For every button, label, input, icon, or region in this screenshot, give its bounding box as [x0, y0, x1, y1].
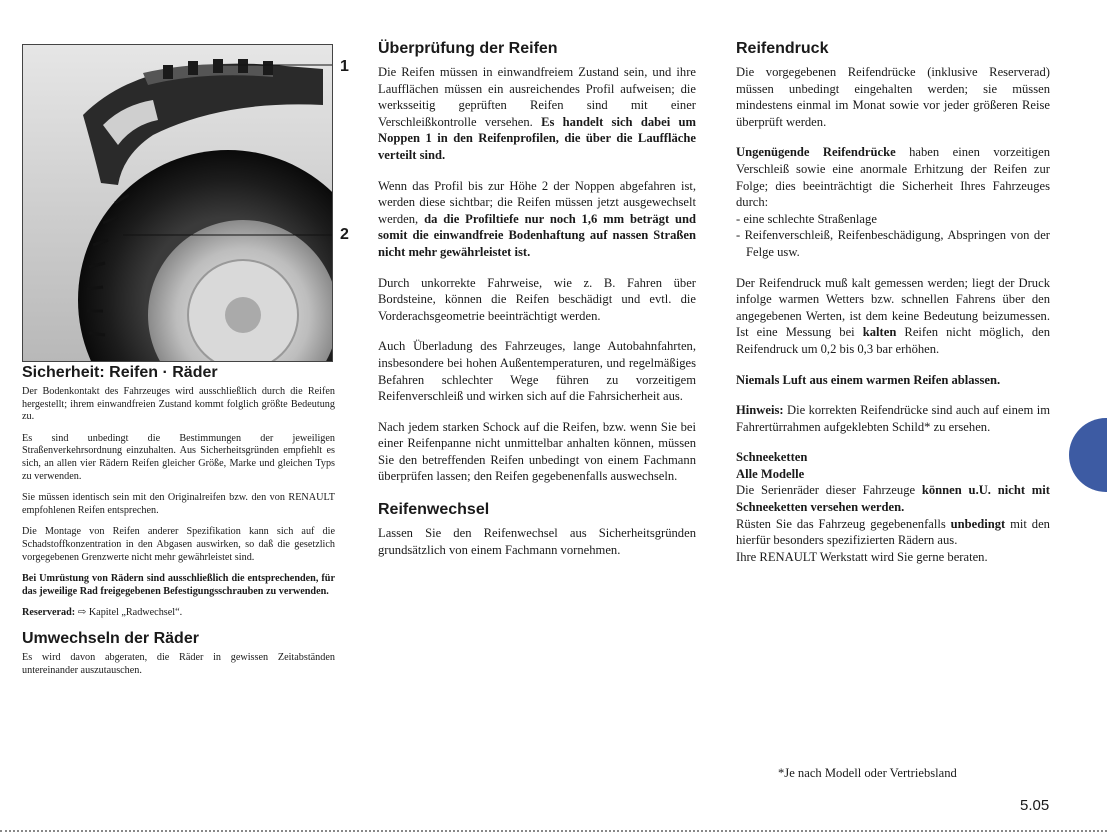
- para-regulations: Es sind unbedingt die Bestimmungen der jeweiligen Straßenverkehrsordnung einzuhalten. Aus Sicherheitsgründen empfiehlt es sich, an allen vier Rädern Reifen gleicher Größe, Marke und gleichen Typs zu verwenden.: [22, 432, 335, 482]
- all-models-title: Alle Modelle: [736, 466, 805, 481]
- callout-2: 2: [340, 226, 349, 243]
- footnote: *Je nach Modell oder Vertriebsland: [778, 766, 957, 780]
- page-number: 5.05: [1020, 797, 1050, 814]
- cold-bold: kalten: [862, 325, 897, 340]
- equip-wheels-bold: unbedingt: [950, 516, 1006, 531]
- para-wear-indicator: [378, 178, 696, 261]
- para-tire-change: Lassen Sie den Reifenwechsel aus Sicherheitsgründen grundsätzlich von einem Fachmann vornehmen.: [378, 526, 696, 557]
- para-workshop: Ihre RENAULT Werkstatt wird Sie gerne beraten.: [736, 549, 988, 564]
- para-series-wheels: [736, 482, 1050, 515]
- list-item: - Reifenverschleiß, Reifenbeschädigung, Abspringen von der Felge usw.: [736, 228, 1050, 259]
- heading-tire-pressure: Reifendruck: [736, 40, 829, 57]
- para-rotation: Es wird davon abgeraten, die Räder in gewissen Zeitabständen untereinander auszutauschen.: [22, 651, 335, 676]
- equip-wheels-text-2: mit den hierfür besonders spezifizierten Rädern aus.: [736, 516, 1050, 548]
- para-emissions: Die Montage von Reifen anderer Spezifikation kann sich auf die Schadstoffkonzentration in den Abgasen auswirken, so daß die gesetzlich vorgegebenen Grenzwerte nicht mehr gewährleistet sind.: [22, 526, 335, 563]
- equip-wheels-text: Rüsten Sie das Fahrzeug gegebenenfalls: [736, 516, 951, 531]
- tread-condition-text: Die Reifen müssen in einwandfreiem Zustand sein, und ihre Laufflächen müssen ein ausreichendes Profil aufweisen; die werksseitig geprüften Reifen sind mit einer Verschleißkontrolle versehen.: [378, 65, 696, 129]
- wear-indicator-bold: da die Profiltiefe nur noch 1,6 mm beträgt und somit die einwandfreie Bodenhaftung auf nassen Straßen nicht mehr gewährleistet ist.: [378, 211, 697, 259]
- tire-tread-illustration: [23, 45, 333, 362]
- para-note: [736, 402, 1050, 435]
- series-wheels-bold: können u.U. nicht mit Schneeketten versehen werden.: [736, 483, 1050, 515]
- arrow-right-icon: ⇨: [77, 607, 87, 619]
- heading-safety: Sicherheit: Reifen · Räder: [22, 364, 218, 381]
- spare-wheel-ref: Kapitel „Radwechsel“.: [88, 607, 183, 619]
- para-shock: Nach jedem starken Schock auf die Reifen, bzw. wenn Sie bei einer Reifenpanne nicht unmittelbar anhalten können, müssen Sie den betreffenden Reifen unbedingt von einem Fachmann überprüfen lassen; den Reifen gegebenenfalls auswechseln.: [378, 419, 696, 484]
- insufficient-pressure-bold: Ungenügende Reifendrücke: [736, 145, 896, 160]
- right-column: [736, 40, 1050, 565]
- para-no-deflate: [736, 372, 1050, 389]
- note-text: Die korrekten Reifendrücke sind auch auf einem im Fahrertürrahmen aufgeklebten Schild* zu ersehen.: [736, 403, 1050, 434]
- para-tread-condition: [378, 64, 696, 164]
- para-insufficient-pressure: [736, 144, 1050, 210]
- para-overload: Auch Überladung des Fahrzeuges, lange Autobahnfahrten, insbesondere bei hohen Außentemperaturen, und regelmäßiges Befahren schlechter Wege führen zu vorzeitigem Reifenverschleiß und wirken sich auf die Fahrsicherheit aus.: [378, 339, 696, 404]
- para-equip-wheels: [736, 516, 1050, 549]
- spare-wheel-label: Reserverad:: [22, 607, 76, 619]
- para-spare-wheel: [22, 607, 335, 620]
- callout-1: 1: [340, 58, 349, 75]
- left-column: [22, 364, 335, 677]
- heading-snow-chains: [736, 449, 1050, 466]
- note-label: Hinweis:: [736, 403, 784, 418]
- para-driving-style: Durch unkorrekte Fahrweise, wie z. B. Fahren über Bordsteine, können die Reifen beschädigt und evtl. die Vorderachsgeometrie beeinträchtigt werden.: [378, 275, 696, 323]
- heading-tire-check: Überprüfung der Reifen: [378, 40, 558, 57]
- list-item: - eine schlechte Straßenlage: [736, 211, 877, 226]
- chapter-tab: [1069, 418, 1107, 492]
- snow-chains-title: Schneeketten: [736, 450, 808, 465]
- tire-illustration: [22, 44, 333, 362]
- wheel-bolts-bold: Bei Umrüstung von Rädern sind ausschließlich die entsprechenden, für das jeweilige Rad freigegebenen Befestigungsschrauben zu verwenden.: [22, 573, 335, 597]
- tread-condition-bold: Es handelt sich dabei um Noppen 1 in den Reifenprofilen, die über die Lauffläche verteilt sind.: [378, 114, 696, 162]
- para-ground-contact: Der Bodenkontakt des Fahrzeuges wird ausschließlich durch die Reifen hergestellt; ihrem einwandfreien Zustand kommt folglich größte Bedeutung zu.: [22, 386, 335, 423]
- cold-measurement-text-2: Reifen nicht möglich, den Reifendruck um 0,2 bis 0,3 bar erhöhen.: [736, 325, 1051, 356]
- heading-all-models: [736, 466, 1050, 483]
- para-cold-measurement: [736, 275, 1050, 358]
- para-wheel-bolts: [22, 573, 335, 598]
- para-pressure-values: Die vorgegebenen Reifendrücke (inklusive Reserverad) müssen unbedingt eingehalten werden; sie müssen mindestens einmal im Monat sowie vor jeder größeren Reise überprüft werden.: [736, 65, 1050, 129]
- para-original-tires: Sie müssen identisch sein mit den Originalreifen bzw. den von RENAULT empfohlenen Reifen entsprechen.: [22, 492, 335, 516]
- insufficient-pressure-text: haben einen vorzeitigen Verschleiß sowie eine anormale Erhitzung der Reifen zur Folge; dies beeinträchtigt die Sicherheit Ihres Fahrzeuges durch:: [736, 145, 1050, 210]
- heading-tire-change: Reifenwechsel: [378, 501, 490, 519]
- bottom-divider: [0, 830, 1107, 832]
- no-deflate-bold: Niemals Luft aus einem warmen Reifen ablassen.: [736, 372, 1001, 387]
- middle-column: [378, 40, 696, 558]
- cold-measurement-text: Der Reifendruck muß kalt gemessen werden; liegt der Druck infolge warmen Wetters bzw. schnellen Fahrens über den angegebenen Werten, ist dem keine Bedeutung beizumessen. Ist eine Messung bei: [736, 275, 1050, 340]
- series-wheels-text: Die Serienräder dieser Fahrzeuge: [736, 483, 922, 498]
- wear-indicator-text: Wenn das Profil bis zur Höhe 2 der Noppen abgefahren ist, werden diese sichtbar; die Reifen müssen jetzt ausgewechselt werden,: [378, 178, 696, 226]
- heading-wheel-rotation: Umwechseln der Räder: [22, 629, 199, 647]
